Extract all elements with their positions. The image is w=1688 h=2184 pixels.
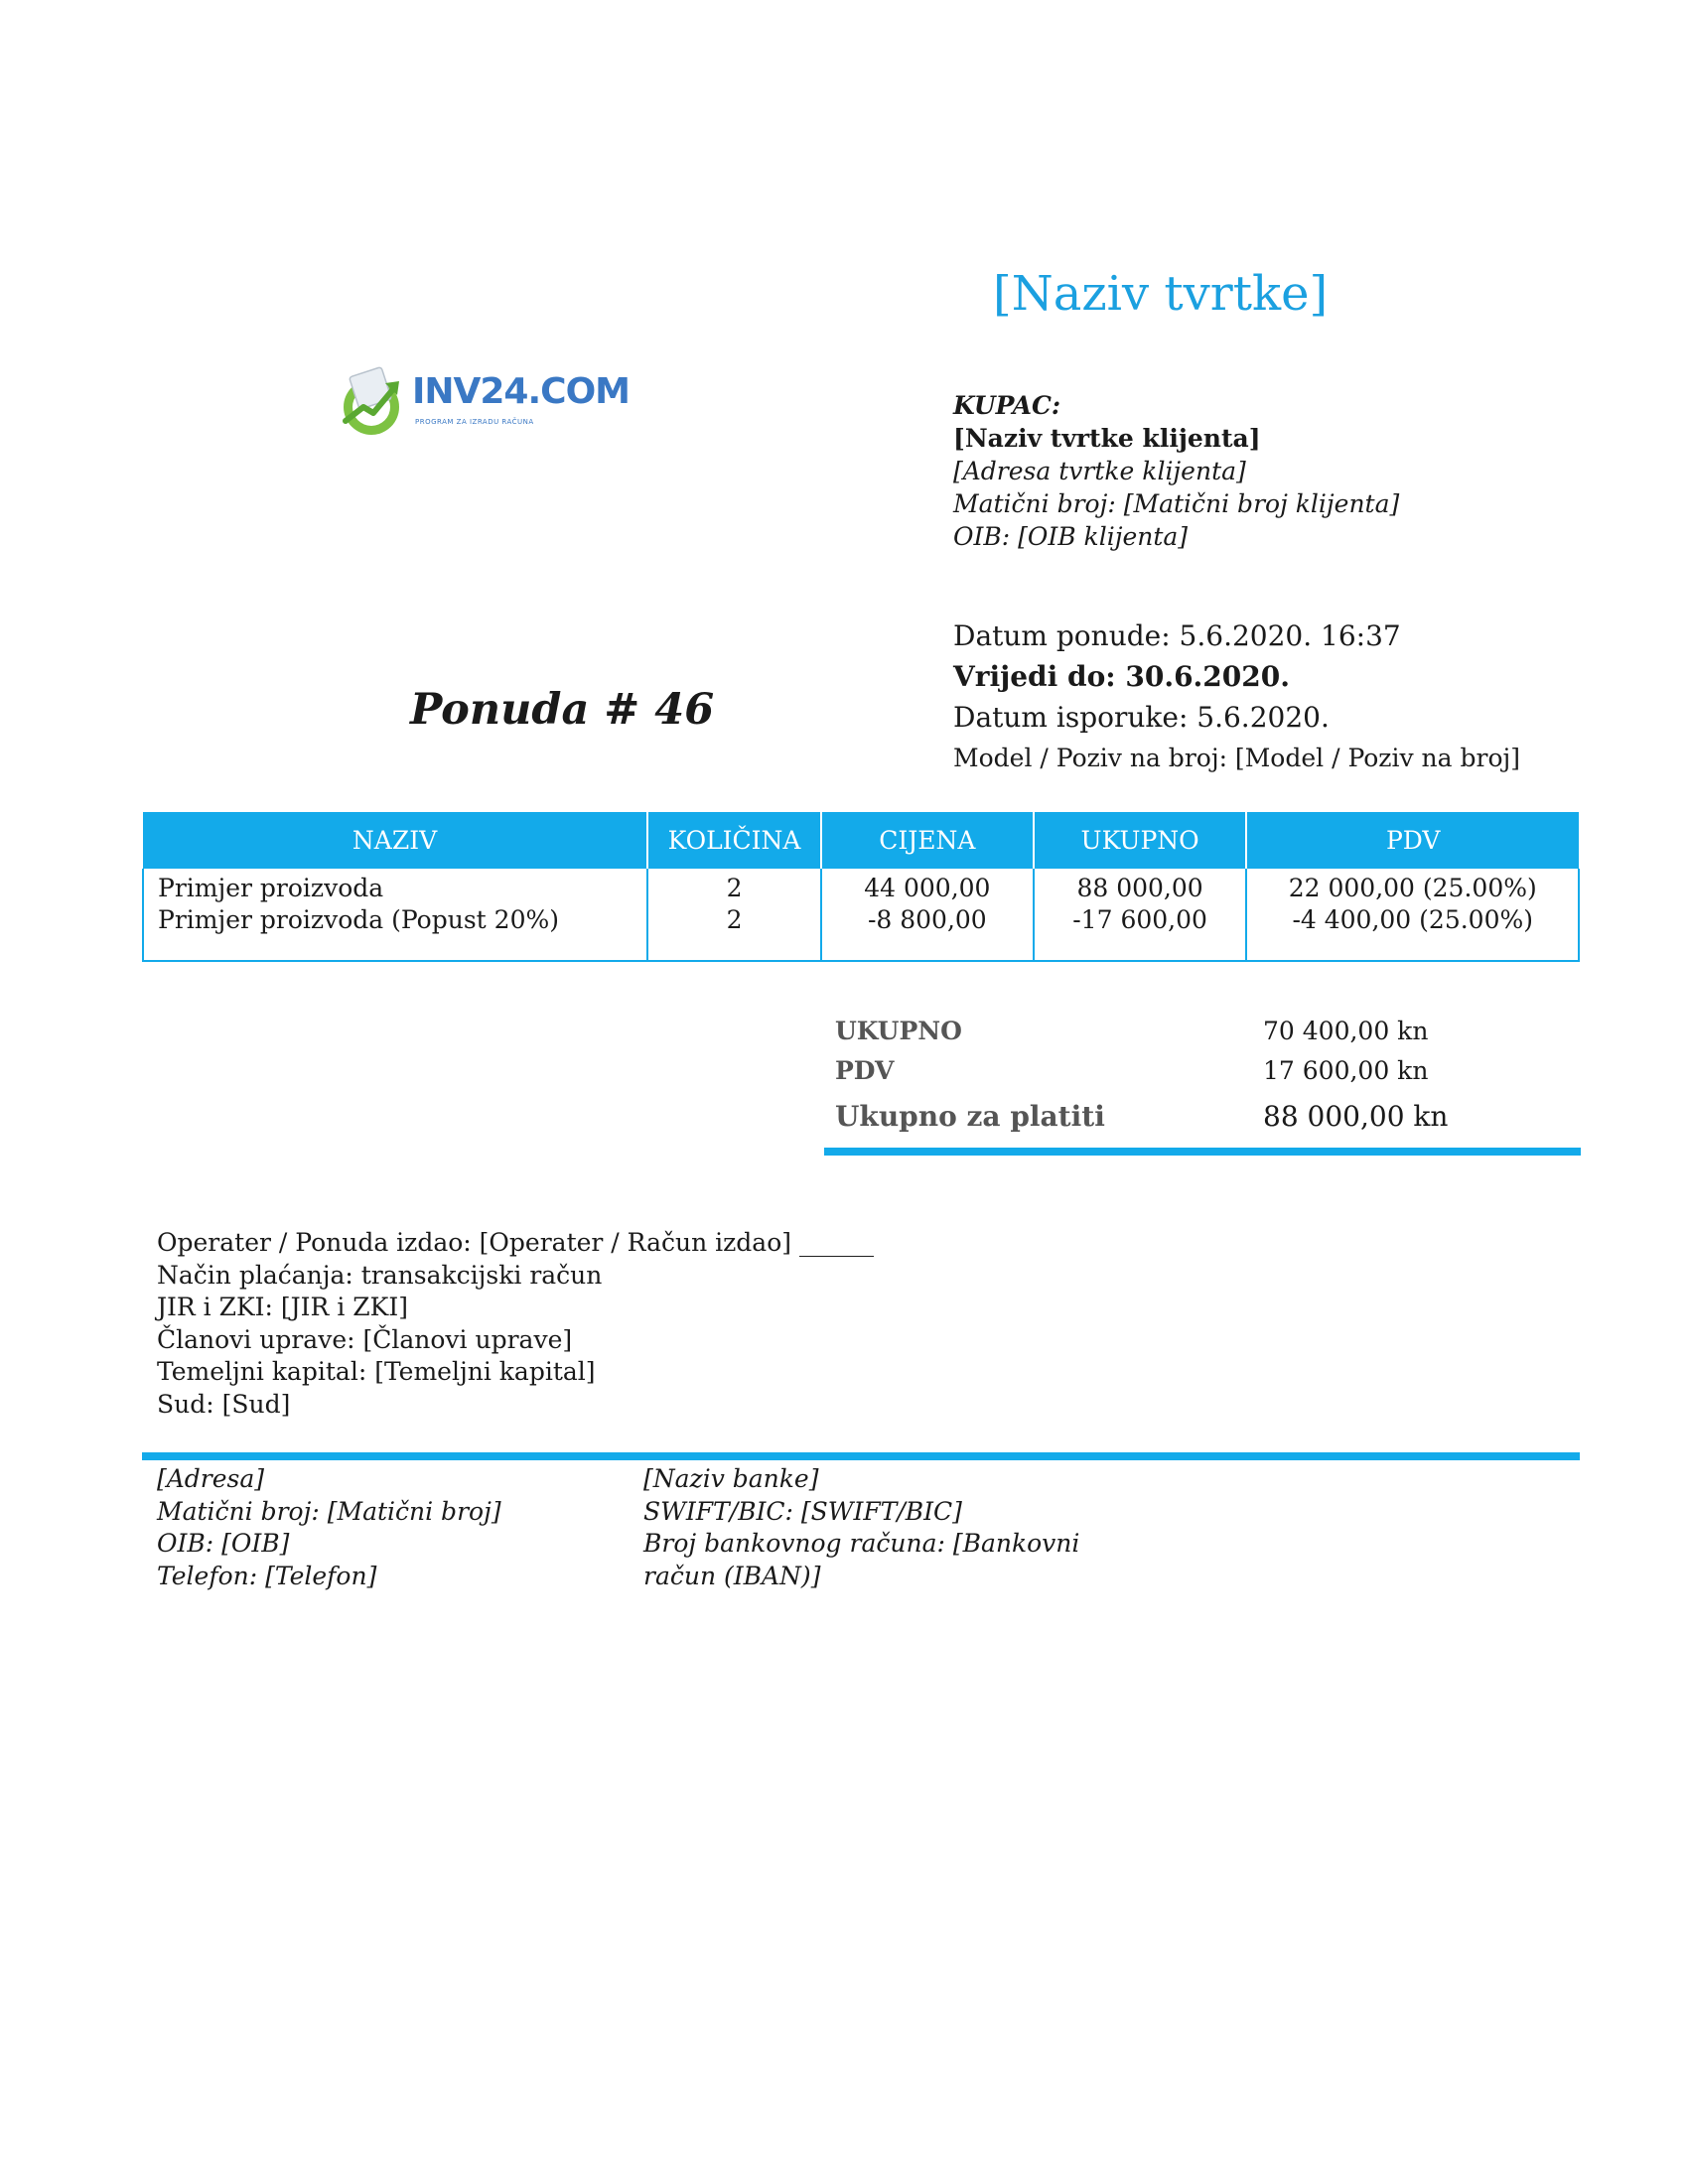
table-row [143, 869, 1579, 961]
grand-total-row [824, 1100, 1581, 1146]
cell-total [1034, 869, 1247, 961]
document-title: Ponuda # 46 [410, 685, 715, 735]
payment-method: Način plaćanja: transakcijski račun [157, 1260, 603, 1290]
share-capital: Temeljni kapital: [Temeljni kapital] [157, 1357, 596, 1386]
items-table [142, 812, 1580, 962]
buyer-address: [Adresa tvrtke klijenta] [953, 457, 1246, 485]
buyer-oib: OIB: [OIB klijenta] [953, 522, 1189, 551]
totals-block [824, 1017, 1581, 1156]
footer-company-info [157, 1463, 501, 1592]
table-header-row [143, 812, 1579, 869]
footer-divider [142, 1452, 1580, 1460]
jir-zki: JIR i ZKI: [JIR i ZKI] [157, 1293, 408, 1321]
subtotal-label: UKUPNO [835, 1017, 962, 1045]
item-price: -8 800,00 [867, 905, 987, 934]
buyer-label: KUPAC: [953, 391, 1061, 420]
cell-vat [1246, 869, 1579, 961]
column-header-name: NAZIV [143, 812, 647, 869]
totals-divider [824, 1148, 1581, 1156]
logo-subtitle: PROGRAM ZA IZRADU RAČUNA [415, 418, 534, 426]
grand-total-value: 88 000,00 kn [1263, 1100, 1449, 1133]
dates-block [953, 615, 1520, 778]
footer-bank-info [643, 1463, 1079, 1592]
vat-value: 17 600,00 kn [1263, 1056, 1429, 1085]
footer-bank-name: [Naziv banke] [643, 1464, 819, 1493]
grand-total-label: Ukupno za platiti [835, 1100, 1105, 1133]
subtotal-row [824, 1017, 1581, 1056]
column-header-price: CIJENA [821, 812, 1034, 869]
subtotal-value: 70 400,00 kn [1263, 1017, 1429, 1045]
board-members: Članovi uprave: [Članovi uprave] [157, 1324, 573, 1354]
buyer-block [953, 389, 1399, 553]
cell-name [143, 869, 647, 961]
footer-registration: Matični broj: [Matični broj] [157, 1496, 501, 1526]
footer-address: [Adresa] [157, 1464, 265, 1493]
vat-row [824, 1056, 1581, 1096]
vat-label: PDV [835, 1056, 895, 1085]
operator-line: Operater / Ponuda izdao: [Operater / Račun izdao] ______ [157, 1228, 874, 1257]
column-header-total: UKUPNO [1034, 812, 1247, 869]
column-header-quantity: KOLIČINA [647, 812, 821, 869]
item-vat: -4 400,00 (25.00%) [1292, 905, 1533, 934]
item-quantity: 2 [726, 905, 743, 934]
payment-reference: Model / Poziv na broj: [Model / Poziv na broj] [953, 744, 1521, 772]
company-name: [Naziv tvrtke] [993, 266, 1329, 322]
item-total: 88 000,00 [1076, 874, 1203, 902]
item-name: Primjer proizvoda (Popust 20%) [158, 905, 559, 934]
item-price: 44 000,00 [864, 874, 991, 902]
footer-account-line1: Broj bankovnog računa: [Bankovni [643, 1529, 1080, 1558]
footer-oib: OIB: [OIB] [157, 1529, 290, 1558]
logo-emblem-icon [336, 363, 411, 439]
item-total: -17 600,00 [1072, 905, 1207, 934]
item-vat: 22 000,00 (25.00%) [1288, 874, 1537, 902]
footer-account-line2: račun (IBAN)] [643, 1561, 821, 1590]
court: Sud: [Sud] [157, 1389, 291, 1419]
item-quantity: 2 [726, 874, 743, 902]
cell-quantity [647, 869, 821, 961]
footer-phone: Telefon: [Telefon] [157, 1561, 377, 1590]
buyer-name: [Naziv tvrtke klijenta] [953, 424, 1261, 453]
logo-text: INV24.COM [412, 371, 631, 412]
buyer-registration: Matični broj: [Matični broj klijenta] [953, 489, 1400, 518]
offer-date: Datum ponude: 5.6.2020. 16:37 [953, 619, 1401, 652]
footer-swift: SWIFT/BIC: [SWIFT/BIC] [643, 1496, 962, 1526]
cell-price [821, 869, 1034, 961]
item-name: Primjer proizvoda [158, 874, 384, 902]
delivery-date: Datum isporuke: 5.6.2020. [953, 701, 1330, 734]
info-block [157, 1227, 874, 1421]
valid-until: Vrijedi do: 30.6.2020. [953, 660, 1290, 693]
company-logo [336, 363, 631, 453]
column-header-vat: PDV [1246, 812, 1579, 869]
